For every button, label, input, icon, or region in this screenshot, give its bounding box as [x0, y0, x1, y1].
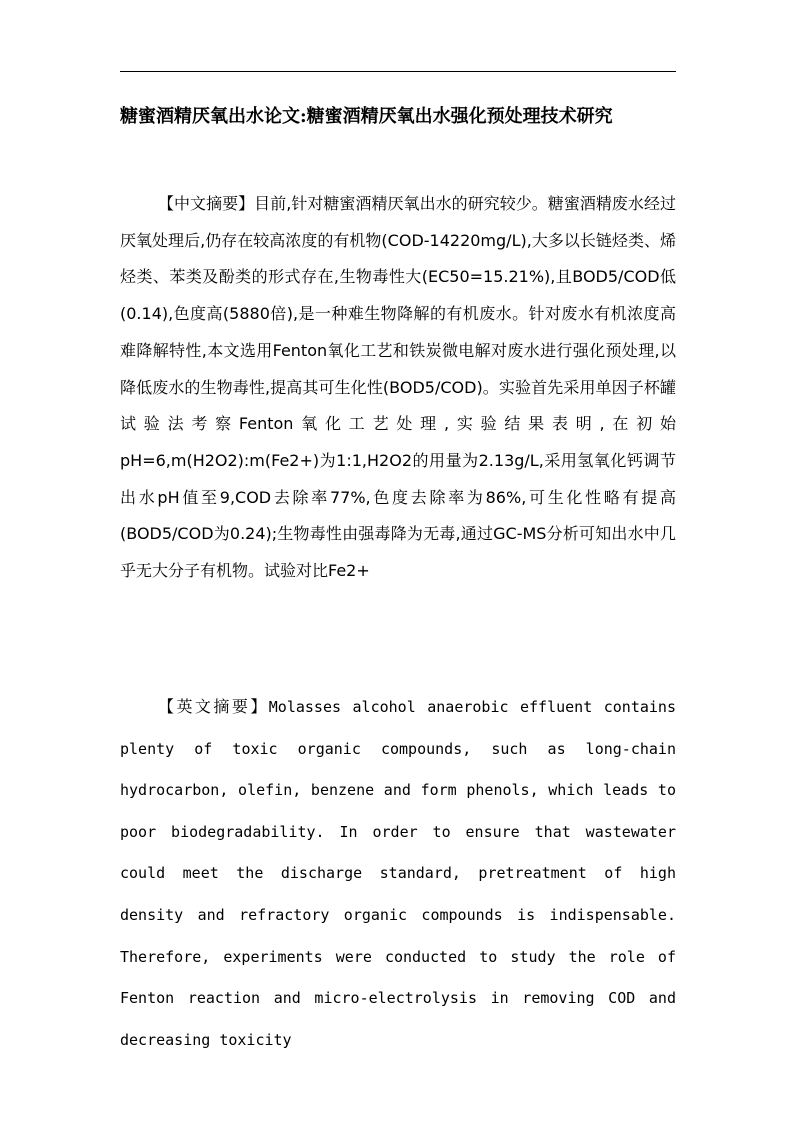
chinese-abstract-label: 【中文摘要】 [158, 194, 255, 213]
chinese-abstract-text: 目前,针对糖蜜酒精厌氧出水的研究较少。糖蜜酒精废水经过厌氧处理后,仍存在较高浓度的有机物(COD-14220mg/L),大多以长链烃类、烯烃类、苯类及酚类的形式存在,生物毒性大(EC50=15.21%),且BOD5/COD低(0.14),色度高(5880倍),是一种难生物降解的有机废水。针对废水有机浓度高难降解特性,本文选用Fenton氧化工艺和铁炭微电解对废水进行强化预处理,以降低废水的生物毒性,提高其可生化性(BOD5/COD)。实验首先采用单因子杯罐试验法考察Fenton氧化工艺处理,实验结果表明,在初始pH=6,m(H2O2):m(Fe2+)为1:1,H2O2的用量为2.13g/L,采用氢氧化钙调节出水pH值至9,COD去除率77%,色度去除率为86%,可生化性略有提高(BOD5/COD为0.24);生物毒性由强毒降为无毒,通过GC-MS分析可知出水中几乎无大分子有机物。试验对比Fe2+ [120, 194, 676, 581]
header-rule [120, 71, 676, 72]
english-abstract [120, 686, 676, 1061]
english-abstract-text: Molasses alcohol anaerobic effluent contains plenty of toxic organic compounds, such as long-chain hydrocarbon, olefin, benzene and form phenols, which leads to poor biodegradability. In order to ensure that wastewater could meet the discharge standard, pretreatment of high density and refractory organic compounds is indispensable. Therefore, experiments were conducted to study the role of Fenton reaction and micro-electrolysis in removing COD and decreasing toxicity [120, 698, 676, 1049]
english-abstract-label: 【英文摘要】 [158, 697, 269, 716]
document-title: 糖蜜酒精厌氧出水论文:糖蜜酒精厌氧出水强化预处理技术研究 [120, 106, 613, 127]
chinese-abstract [120, 186, 676, 590]
